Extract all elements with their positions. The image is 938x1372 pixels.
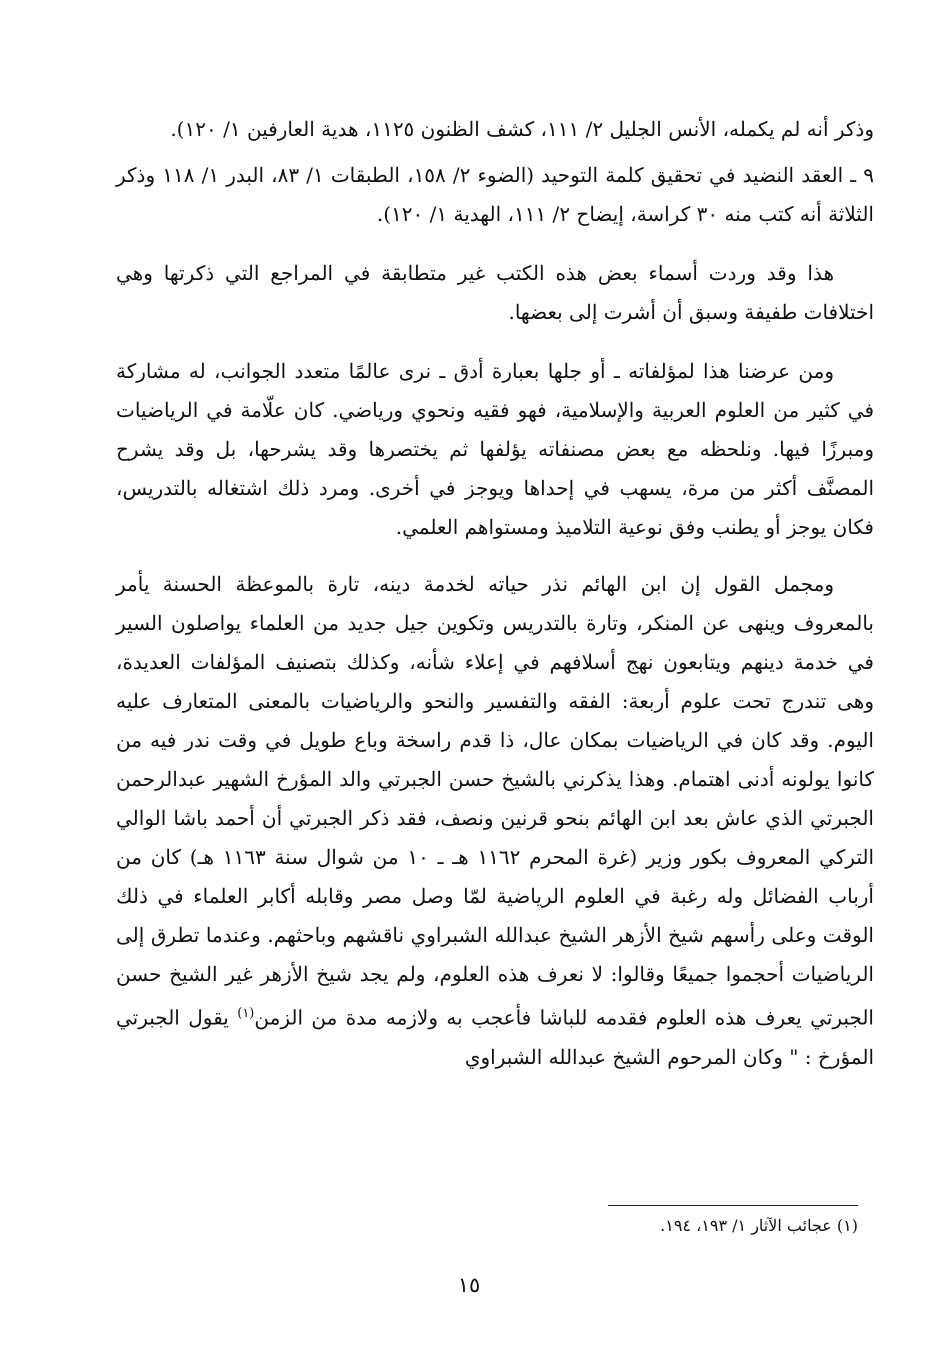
footnote-reference: (١) xyxy=(237,1006,255,1021)
paragraph-summary-text: ومجمل القول إن ابن الهائم نذر حياته لخدمة دينه، تارة بالموعظة الحسنة يأمر بالمعروف وينهى عن المنكر، وتارة بالتدريس وتكوين جيل جديد من العلماء يواصلون السير في خدمة دينهم ويتابعون نهج أسلافهم في إعلاء شأنه، وكذلك بتصنيف المؤلفات العديدة، وهى تندرج تحت علوم أربعة: الفقه والتفسير والنحو والرياضيات بالمعنى المتعارف عليه اليوم. وقد كان في الرياضيات بمكان عال، ذا قدم راسخة وباع طويل في وقت ندر فيه من كانوا يولونه أدنى اهتمام. وهذا يذكرني بالشيخ حسن الجبرتي والد المؤرخ الشهير عبدالرحمن الجبرتي الذي عاش بعد ابن الهائم بنحو قرنين ونصف، فقد ذكر الجبرتي أن أحمد باشا الوالي التركي المعروف بكور وزير (غرة المحرم ١١٦٢ هـ ـ ١٠ من شوال سنة ١١٦٣ هـ) كان من أرباب الفضائل وله رغبة في العلوم الرياضية لمّا وصل مصر وقابله أكابر العلماء في ذلك الوقت وعلى رأسهم شيخ الأزهر الشيخ عبدالله الشبراوي ناقشهم وباحثهم. وعندما تطرق إلى الرياضيات أحجموا جميعًا وقالوا: لا نعرف هذه العلوم، ولم يجد شيخ الأزهر غير الشيخ حسن الجبرتي يعرف هذه العلوم فقدمه للباشا فأعجب به ولازمه مدة من الزمن xyxy=(116,572,875,1030)
page-body xyxy=(116,110,874,1077)
paragraph-author-works: ومن عرضنا هذا لمؤلفاته ـ أو جلها بعبارة أدق ـ نرى عالمًا متعدد الجوانب، له مشاركة في كثير من العلوم العربية والإسلامية، فهو فقيه ونحوي ورياضي. كان علّامة في الرياضيات ومبرزًا فيها. ونلحظه مع بعض مصنفاته يؤلفها ثم يختصرها وقد يشرحها، بل وقد يشرح المصنَّف أكثر من مرة، يسهب في إحداها ويوجز في أخرى. ومرد ذلك اشتغاله بالتدريس، فكان يوجز أو يطنب وفق نوعية التلاميذ ومستواهم العلمي. xyxy=(116,359,874,539)
footnote-separator xyxy=(608,1205,858,1206)
footnote: (١) عجائب الآثار ١/ ١٩٣، ١٩٤. xyxy=(660,1216,858,1235)
list-item-9: ٩ ـ العقد النضيد في تحقيق كلمة التوحيد (الضوء ٢/ ١٥٨، الطبقات ١/ ٨٣، البدر ١/ ١١٨ وذكر الثلاثة أنه كتب منه ٣٠ كراسة، إيضاح ٢/ ١١١، الهدية ١/ ١٢٠). xyxy=(116,163,874,226)
page-number: ١٥ xyxy=(457,1273,481,1297)
paragraph-summary xyxy=(116,565,874,1077)
paragraph-summary-tail: يقول الجبرتي المؤرخ : " وكان المرحوم الشيخ عبدالله الشبراوي xyxy=(116,1005,874,1069)
paragraph-continued-entry: وذكر أنه لم يكمله، الأنس الجليل ٢/ ١١١، كشف الظنون ١١٢٥، هدية العارفين ١/ ١٢٠). xyxy=(170,117,874,141)
paragraph-note-on-titles: هذا وقد وردت أسماء بعض هذه الكتب غير متطابقة في المراجع التي ذكرتها وهي اختلافات طفيفة وسبق أن أشرت إلى بعضها. xyxy=(116,261,874,324)
